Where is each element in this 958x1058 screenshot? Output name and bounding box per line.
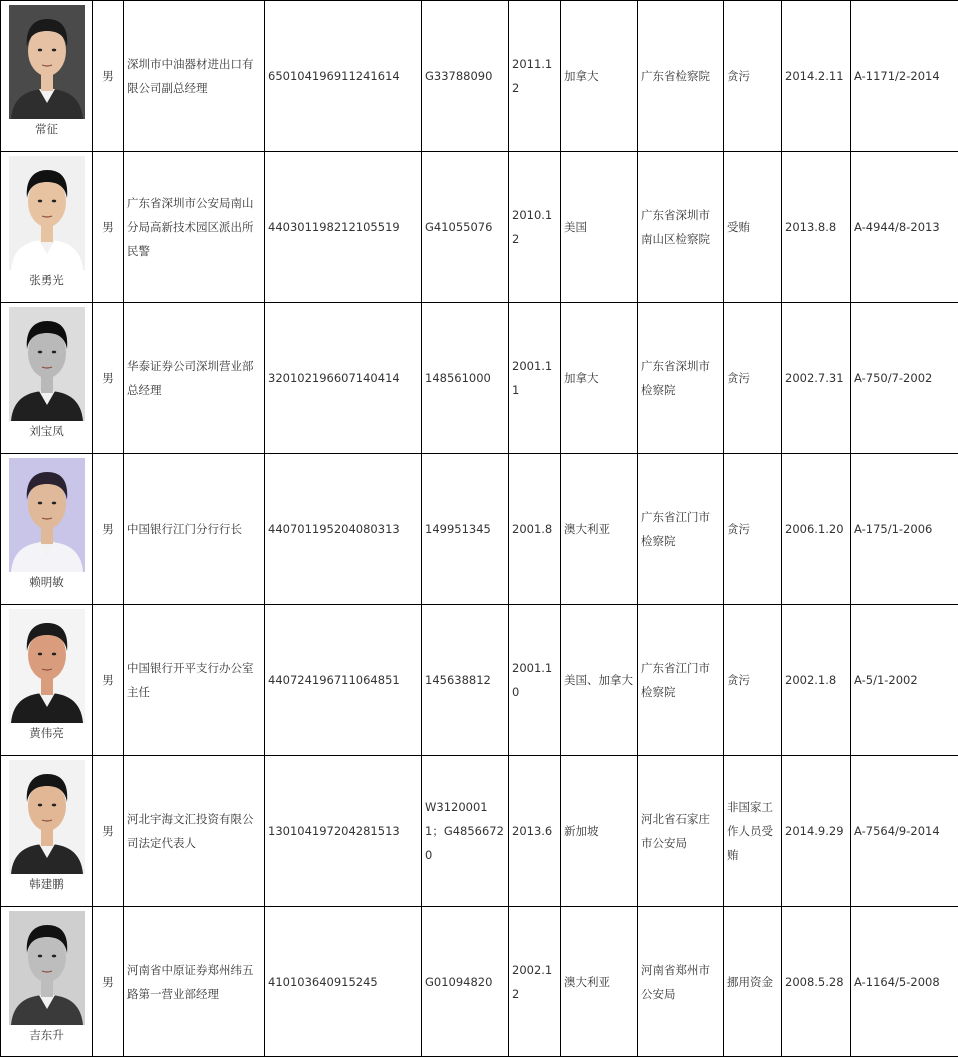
- person-name: 黄伟亮: [29, 726, 64, 740]
- position-cell: 华泰证券公司深圳营业部总经理: [124, 303, 265, 454]
- date-fled-cell: 2001.11: [509, 303, 561, 454]
- portrait-image: [9, 609, 85, 723]
- portrait-image: [9, 156, 85, 270]
- portrait: [9, 760, 85, 874]
- id-number-cell: 650104196911241614: [265, 1, 422, 152]
- warrant-date-cell: 2008.5.28: [782, 907, 851, 1057]
- id-number-cell: 320102196607140414: [265, 303, 422, 454]
- agency-cell: 广东省检察院: [638, 1, 724, 152]
- gender-cell: 男: [93, 756, 124, 907]
- date-fled-cell: 2001.8: [509, 454, 561, 605]
- portrait: [9, 156, 85, 270]
- person-name: 刘宝凤: [29, 424, 64, 438]
- crime-cell: 贪污: [724, 454, 782, 605]
- id-number-cell: 410103640915245: [265, 907, 422, 1057]
- warrant-number-cell: A-750/7-2002: [851, 303, 958, 454]
- person-name: 赖明敏: [29, 575, 64, 589]
- portrait: [9, 5, 85, 119]
- destination-cell: 新加坡: [561, 756, 638, 907]
- date-fled-cell: 2011.12: [509, 1, 561, 152]
- warrant-number-cell: A-4944/8-2013: [851, 152, 958, 303]
- table-body: [1, 1, 958, 1057]
- position-cell: 深圳市中油器材进出口有限公司副总经理: [124, 1, 265, 152]
- table-row: [1, 152, 958, 303]
- portrait-image: [9, 760, 85, 874]
- table-row: [1, 303, 958, 454]
- table-row: [1, 454, 958, 605]
- gender-cell: 男: [93, 1, 124, 152]
- passport-cell: G01094820: [422, 907, 509, 1057]
- portrait-image: [9, 307, 85, 421]
- warrant-date-cell: 2006.1.20: [782, 454, 851, 605]
- date-fled-cell: 2010.12: [509, 152, 561, 303]
- passport-cell: 145638812: [422, 605, 509, 756]
- destination-cell: 美国: [561, 152, 638, 303]
- photo-cell: [1, 605, 93, 756]
- warrant-date-cell: 2014.9.29: [782, 756, 851, 907]
- photo-cell: [1, 907, 93, 1057]
- photo-cell: [1, 454, 93, 605]
- crime-cell: 贪污: [724, 1, 782, 152]
- passport-cell: G33788090: [422, 1, 509, 152]
- gender-cell: 男: [93, 605, 124, 756]
- crime-cell: 受贿: [724, 152, 782, 303]
- date-fled-cell: 2013.6: [509, 756, 561, 907]
- portrait: [9, 911, 85, 1025]
- agency-cell: 河北省石家庄市公安局: [638, 756, 724, 907]
- table-row: [1, 605, 958, 756]
- portrait-image: [9, 5, 85, 119]
- position-cell: 中国银行江门分行行长: [124, 454, 265, 605]
- gender-cell: 男: [93, 303, 124, 454]
- passport-cell: 149951345: [422, 454, 509, 605]
- portrait: [9, 307, 85, 421]
- agency-cell: 广东省深圳市南山区检察院: [638, 152, 724, 303]
- gender-cell: 男: [93, 454, 124, 605]
- photo-cell: [1, 756, 93, 907]
- portrait-image: [9, 911, 85, 1025]
- agency-cell: 广东省江门市检察院: [638, 605, 724, 756]
- agency-cell: 广东省深圳市检察院: [638, 303, 724, 454]
- id-number-cell: 440724196711064851: [265, 605, 422, 756]
- warrant-date-cell: 2002.1.8: [782, 605, 851, 756]
- person-name: 韩建鹏: [29, 877, 64, 891]
- crime-cell: 非国家工作人员受贿: [724, 756, 782, 907]
- person-name: 常征: [35, 122, 58, 136]
- position-cell: 河南省中原证券郑州纬五路第一营业部经理: [124, 907, 265, 1057]
- portrait: [9, 609, 85, 723]
- position-cell: 广东省深圳市公安局南山分局高新技术园区派出所民警: [124, 152, 265, 303]
- warrant-date-cell: 2002.7.31: [782, 303, 851, 454]
- gender-cell: 男: [93, 907, 124, 1057]
- gender-cell: 男: [93, 152, 124, 303]
- person-name: 吉东升: [29, 1028, 64, 1042]
- warrant-number-cell: A-1171/2-2014: [851, 1, 958, 152]
- id-number-cell: 440701195204080313: [265, 454, 422, 605]
- destination-cell: 澳大利亚: [561, 907, 638, 1057]
- destination-cell: 加拿大: [561, 303, 638, 454]
- id-number-cell: 130104197204281513: [265, 756, 422, 907]
- portrait: [9, 458, 85, 572]
- person-name: 张勇光: [29, 273, 64, 287]
- warrant-number-cell: A-1164/5-2008: [851, 907, 958, 1057]
- id-number-cell: 440301198212105519: [265, 152, 422, 303]
- destination-cell: 澳大利亚: [561, 454, 638, 605]
- crime-cell: 贪污: [724, 303, 782, 454]
- passport-cell: W31200011；G48566720: [422, 756, 509, 907]
- date-fled-cell: 2002.12: [509, 907, 561, 1057]
- position-cell: 中国银行开平支行办公室主任: [124, 605, 265, 756]
- warrant-number-cell: A-5/1-2002: [851, 605, 958, 756]
- agency-cell: 河南省郑州市公安局: [638, 907, 724, 1057]
- portrait-image: [9, 458, 85, 572]
- warrant-number-cell: A-175/1-2006: [851, 454, 958, 605]
- agency-cell: 广东省江门市检察院: [638, 454, 724, 605]
- destination-cell: 加拿大: [561, 1, 638, 152]
- crime-cell: 贪污: [724, 605, 782, 756]
- warrant-number-cell: A-7564/9-2014: [851, 756, 958, 907]
- passport-cell: 148561000: [422, 303, 509, 454]
- photo-cell: [1, 152, 93, 303]
- table-row: [1, 907, 958, 1057]
- passport-cell: G41055076: [422, 152, 509, 303]
- photo-cell: [1, 303, 93, 454]
- crime-cell: 挪用资金: [724, 907, 782, 1057]
- table-row: [1, 1, 958, 152]
- warrant-date-cell: 2013.8.8: [782, 152, 851, 303]
- photo-cell: [1, 1, 93, 152]
- position-cell: 河北宇海文汇投资有限公司法定代表人: [124, 756, 265, 907]
- date-fled-cell: 2001.10: [509, 605, 561, 756]
- table-row: [1, 756, 958, 907]
- warrant-date-cell: 2014.2.11: [782, 1, 851, 152]
- destination-cell: 美国、加拿大: [561, 605, 638, 756]
